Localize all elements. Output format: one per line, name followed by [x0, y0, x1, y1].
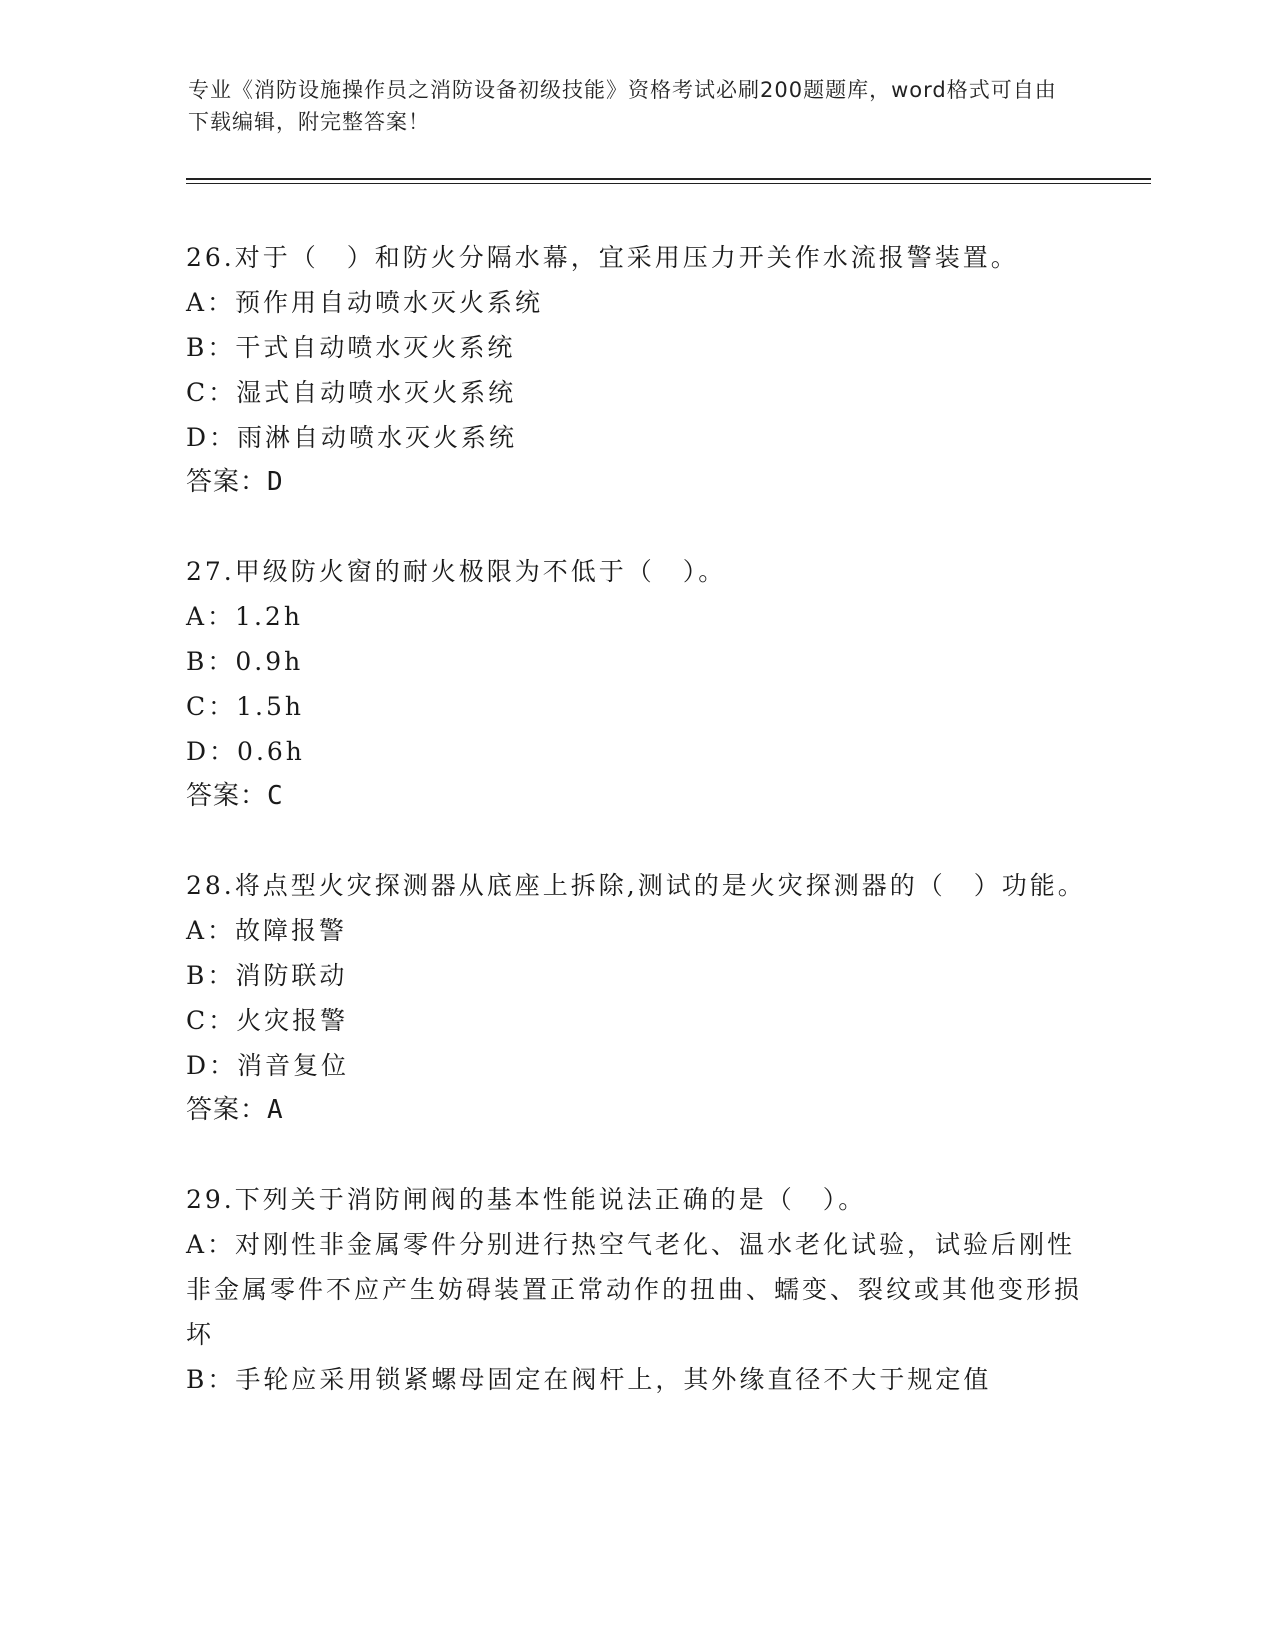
- question-stem: 26.对于（ ）和防火分隔水幕，宜采用压力开关作水流报警装置。: [186, 243, 1019, 272]
- question-stem: 28.将点型火灾探测器从底座上拆除,测试的是火灾探测器的（ ）功能。: [186, 871, 1086, 900]
- answer-line: [186, 460, 1086, 505]
- header-rule-thin: [186, 183, 1151, 184]
- question-28: [186, 863, 1086, 1133]
- question-list: [186, 235, 1086, 1446]
- answer-value: A: [267, 1095, 284, 1125]
- answer-label: 答案：: [186, 781, 268, 811]
- option-d: D：雨淋自动喷水灭火系统: [186, 423, 518, 452]
- question-27: [186, 549, 1086, 819]
- option-a: A：1.2h: [186, 602, 303, 631]
- answer-value: D: [267, 467, 284, 497]
- option-b: B：消防联动: [186, 961, 348, 990]
- answer-label: 答案：: [186, 1095, 268, 1125]
- answer-value: C: [267, 781, 284, 811]
- option-d: D：0.6h: [186, 737, 305, 766]
- question-29: [186, 1177, 1086, 1402]
- option-a: A：预作用自动喷水灭火系统: [186, 288, 544, 317]
- answer-label: 答案：: [186, 467, 268, 497]
- option-a: A：故障报警: [186, 916, 348, 945]
- option-b: B：手轮应采用锁紧螺母固定在阀杆上，其外缘直径不大于规定值: [186, 1365, 992, 1394]
- answer-line: [186, 774, 1086, 819]
- question-26: [186, 235, 1086, 505]
- option-b: B：0.9h: [186, 647, 304, 676]
- option-c: C：湿式自动喷水灭火系统: [186, 378, 517, 407]
- question-stem: 29.下列关于消防闸阀的基本性能说法正确的是（ ）。: [186, 1185, 867, 1214]
- option-d: D：消音复位: [186, 1051, 350, 1080]
- option-a: A：对刚性非金属零件分别进行热空气老化、温水老化试验，试验后刚性非金属零件不应产生妨碍装置正常动作的扭曲、蠕变、裂纹或其他变形损坏: [186, 1230, 1083, 1349]
- option-b: B：干式自动喷水灭火系统: [186, 333, 516, 362]
- option-c: C：火灾报警: [186, 1006, 349, 1035]
- option-c: C：1.5h: [186, 692, 304, 721]
- header-rule-thick: [186, 178, 1151, 180]
- question-stem: 27.甲级防火窗的耐火极限为不低于（ ）。: [186, 557, 727, 586]
- document-header: 专业《消防设施操作员之消防设备初级技能》资格考试必刷200题题库，word格式可自由下载编辑，附完整答案！: [188, 78, 1057, 134]
- answer-line: [186, 1088, 1086, 1133]
